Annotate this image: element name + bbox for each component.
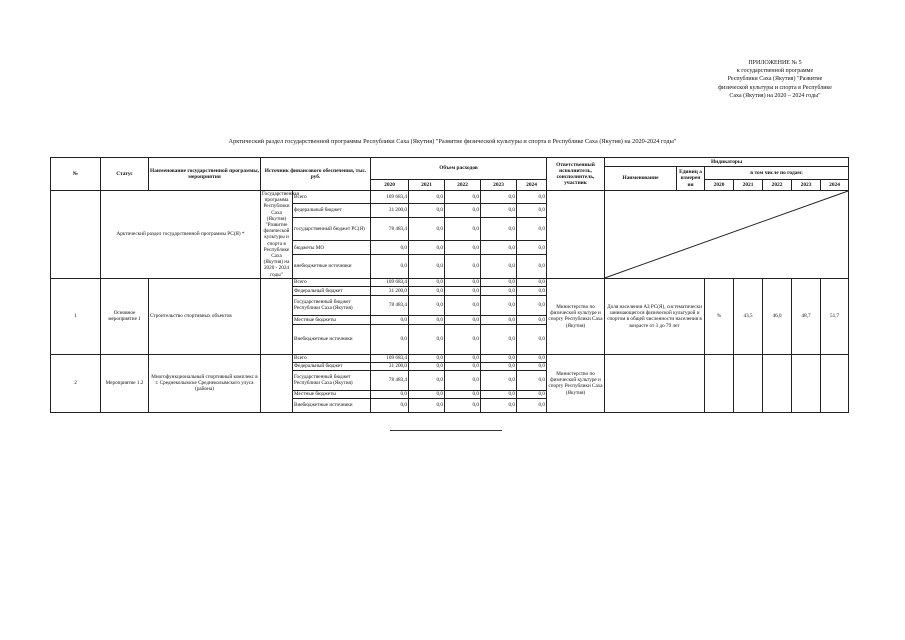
value-cell: 0,0	[445, 255, 481, 279]
value-cell: 0,0	[517, 390, 547, 398]
header-ind-year: 2024	[821, 180, 849, 191]
value-cell: 0,0	[409, 354, 445, 362]
source-label: Государственный бюджет Республики Саха (Якутия)	[293, 295, 371, 315]
value-cell: 0,0	[517, 278, 547, 286]
source-label: бюджеты МО	[293, 241, 371, 255]
row-program-name: Государственная программа Республики Саха (Якутия) "Развитие физической культуры и спорта в Республике Саха (Якутия) на 2020 - 2024 годы"	[262, 191, 299, 278]
value-cell: 0,0	[481, 398, 517, 412]
value-cell: 0,0	[481, 362, 517, 370]
value-cell: 0,0	[409, 203, 445, 217]
value-cell: 0,0	[445, 278, 481, 286]
value-cell: 0,0	[517, 255, 547, 279]
value-cell: 109 683,4	[371, 191, 409, 204]
value-cell: 31 200,0	[371, 362, 409, 370]
indicator-empty	[763, 354, 792, 412]
empty-cell	[261, 354, 293, 412]
value-cell: 0,0	[517, 398, 547, 412]
header-ind-year: 2020	[705, 180, 734, 191]
indicator-value: 43,5	[734, 278, 763, 354]
value-cell: 78 483,4	[371, 217, 409, 241]
appendix-line: физической культуры и спорта в Республике	[718, 84, 832, 91]
value-cell: 0,0	[409, 286, 445, 295]
value-cell: 0,0	[517, 315, 547, 324]
header-unit: Единиц а измерен ия	[677, 167, 705, 191]
value-cell: 31 200,0	[371, 203, 409, 217]
value-cell: 0,0	[409, 370, 445, 390]
value-cell: 0,0	[517, 286, 547, 295]
header-volume: Объем расходов	[371, 158, 547, 180]
value-cell: 0,0	[371, 398, 409, 412]
row-status: Основное мероприятие 1	[101, 278, 149, 354]
responsible-cell: Министерство по физической культуре и спорту Республики Саха (Якутия)	[547, 278, 605, 354]
value-cell: 0,0	[409, 241, 445, 255]
table-row	[51, 191, 849, 204]
value-cell: 0,0	[517, 217, 547, 241]
value-cell: 0,0	[481, 295, 517, 315]
value-cell: 0,0	[445, 315, 481, 324]
row-event-name: Строительство спортивных объектов	[149, 278, 261, 354]
value-cell: 0,0	[481, 354, 517, 362]
row-event-name: Многофункциональный спортивный комплекс в г. Среднеколымске Среднеколымского улуса (района)	[149, 354, 261, 412]
appendix-line: ПРИЛОЖЕНИЕ № 5	[748, 60, 802, 66]
value-cell: 0,0	[409, 390, 445, 398]
signature-line	[390, 430, 502, 431]
source-label: Федеральный бюджет	[293, 362, 371, 370]
value-cell: 0,0	[371, 241, 409, 255]
document-title: Арктический раздел государственной программы Республики Саха (Якутия) "Развитие физической культуры и спорта в Республике Саха (Якутия) на 2020-2024 годы"	[228, 138, 677, 145]
header-year: 2024	[517, 180, 547, 191]
value-cell: 0,0	[481, 324, 517, 354]
appendix-block	[700, 59, 850, 100]
value-cell: 0,0	[409, 217, 445, 241]
value-cell: 0,0	[409, 255, 445, 279]
row-num: 2	[51, 354, 101, 412]
value-cell: 109 683,4	[371, 354, 409, 362]
responsible-empty	[547, 191, 605, 279]
value-cell: 0,0	[371, 255, 409, 279]
value-cell: 0,0	[409, 324, 445, 354]
indicator-value: 48,7	[792, 278, 821, 354]
header-year: 2020	[371, 180, 409, 191]
value-cell: 0,0	[481, 255, 517, 279]
indicator-empty	[792, 354, 821, 412]
responsible-cell: Министерство по физической культуре и спорту Республики Саха (Якутия)	[547, 354, 605, 412]
value-cell: 0,0	[409, 315, 445, 324]
source-label: Федеральный бюджет	[293, 286, 371, 295]
table-row	[51, 278, 849, 286]
value-cell: 0,0	[371, 390, 409, 398]
value-cell: 0,0	[517, 203, 547, 217]
source-label: государственный бюджет РС(Я)	[293, 217, 371, 241]
header-year: 2023	[481, 180, 517, 191]
header-source: Источник финансового обеспечения, тыс. руб.	[261, 158, 371, 191]
source-label: Местные бюджеты	[293, 315, 371, 324]
row-status: Арктический раздел государственной программы РС(Я) *	[101, 191, 261, 279]
indicator-empty	[705, 354, 734, 412]
indicator-empty	[605, 354, 705, 412]
value-cell: 109 683,4	[371, 278, 409, 286]
value-cell: 0,0	[371, 315, 409, 324]
indicator-empty	[821, 354, 849, 412]
value-cell: 0,0	[517, 362, 547, 370]
value-cell: 0,0	[517, 241, 547, 255]
value-cell: 0,0	[481, 390, 517, 398]
value-cell: 0,0	[409, 278, 445, 286]
appendix-line: к государственной программе	[736, 68, 814, 75]
value-cell: 0,0	[445, 324, 481, 354]
indicator-value: 51,7	[821, 278, 849, 354]
empty-cell	[261, 278, 293, 354]
value-cell: 0,0	[445, 241, 481, 255]
header-year: 2022	[445, 180, 481, 191]
value-cell: 0,0	[445, 191, 481, 204]
value-cell: 0,0	[371, 324, 409, 354]
source-label: Местные бюджеты	[293, 390, 371, 398]
header-indicators: Индикаторы	[605, 158, 849, 167]
source-label: Всего	[293, 354, 371, 362]
value-cell: 0,0	[409, 295, 445, 315]
value-cell: 0,0	[481, 203, 517, 217]
table-row	[51, 354, 849, 362]
value-cell: 0,0	[409, 191, 445, 204]
value-cell: 0,0	[409, 398, 445, 412]
program-table	[50, 157, 849, 413]
value-cell: 0,0	[517, 191, 547, 204]
value-cell: 0,0	[445, 295, 481, 315]
source-label: Внебюджетные источники	[293, 398, 371, 412]
header-name: Наименование государственной программы, мероприятия	[149, 158, 261, 191]
source-label: Внебюджетные источники	[293, 324, 371, 354]
value-cell: 0,0	[445, 286, 481, 295]
row-num	[51, 191, 101, 279]
row-num: 1	[51, 278, 101, 354]
indicator-value: 46,0	[763, 278, 792, 354]
header-year: 2021	[409, 180, 445, 191]
header-ind-year: 2023	[792, 180, 821, 191]
source-label: Всего	[293, 191, 371, 204]
value-cell: 0,0	[481, 217, 517, 241]
source-label: Государственный бюджет Республики Саха (Якутия)	[293, 370, 371, 390]
value-cell: 0,0	[409, 362, 445, 370]
value-cell: 0,0	[481, 370, 517, 390]
indicator-empty	[734, 354, 763, 412]
value-cell: 0,0	[445, 370, 481, 390]
value-cell: 0,0	[445, 390, 481, 398]
header-by-years: в том числе по годам:	[705, 167, 849, 180]
diagonal-line	[605, 191, 848, 278]
source-label: федеральный бюджет	[293, 203, 371, 217]
value-cell: 0,0	[445, 217, 481, 241]
value-cell: 0,0	[517, 324, 547, 354]
header-ind-year: 2022	[763, 180, 792, 191]
source-label: Всего	[293, 278, 371, 286]
appendix-line: Республики Саха (Якутия) "Развитие	[727, 76, 823, 83]
indicator-unit: %	[705, 278, 734, 354]
value-cell: 0,0	[481, 241, 517, 255]
value-cell: 31 200,0	[371, 286, 409, 295]
value-cell: 0,0	[481, 315, 517, 324]
source-label: внебюджетные источники	[293, 255, 371, 279]
header-num: №	[51, 158, 101, 191]
indicator-name: Доля населения АЗ РС(Я), систематически занимающегося физической культурой и спортом в общей численности населения в возрасте от 3 до 79 лет	[605, 278, 705, 354]
value-cell: 0,0	[445, 398, 481, 412]
indicator-diagonal	[605, 191, 849, 279]
value-cell: 0,0	[445, 203, 481, 217]
header-indicator-name: Наименование	[605, 167, 677, 191]
value-cell: 0,0	[481, 278, 517, 286]
header-responsible: Ответственный исполнитель, соисполнитель, участник	[547, 158, 605, 191]
value-cell: 78 483,4	[371, 370, 409, 390]
header-ind-year: 2021	[734, 180, 763, 191]
value-cell: 0,0	[517, 370, 547, 390]
row-status: Мероприятие 1.2	[101, 354, 149, 412]
value-cell: 0,0	[517, 354, 547, 362]
header-status: Статус	[101, 158, 149, 191]
appendix-line: Саха (Якутия) на 2020 – 2024 годы"	[729, 92, 821, 99]
value-cell: 0,0	[481, 286, 517, 295]
value-cell: 0,0	[517, 295, 547, 315]
value-cell: 0,0	[481, 191, 517, 204]
value-cell: 0,0	[445, 362, 481, 370]
value-cell: 0,0	[445, 354, 481, 362]
value-cell: 78 483,4	[371, 295, 409, 315]
